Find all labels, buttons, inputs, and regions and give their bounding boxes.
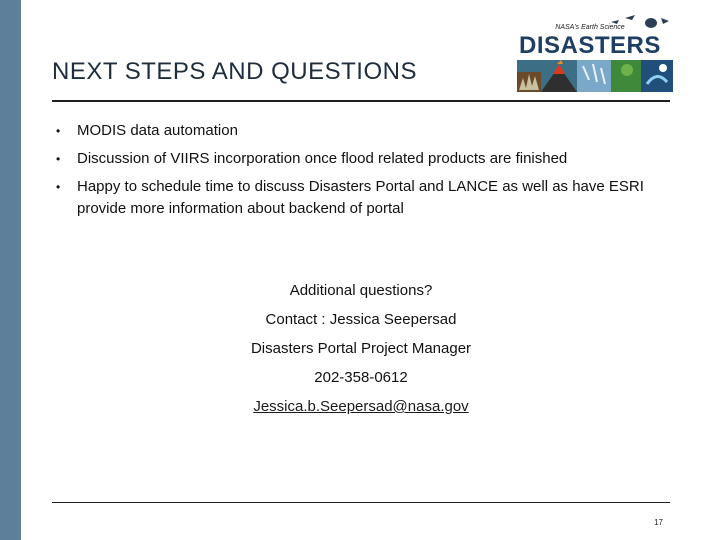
bullet-marker: • bbox=[56, 180, 61, 194]
bullet-item bbox=[52, 176, 672, 220]
bullet-item bbox=[52, 148, 672, 170]
bullet-text: Discussion of VIIRS incorporation once flood related products are finished bbox=[77, 150, 568, 167]
contact-email-link[interactable]: Jessica.b.Seepersad@nasa.gov bbox=[253, 398, 469, 415]
left-accent-bar bbox=[0, 0, 21, 540]
contact-phone: 202-358-0612 bbox=[314, 369, 408, 386]
additional-questions-text: Additional questions? bbox=[289, 282, 433, 299]
logo-tagline: NASA's Earth Science bbox=[555, 24, 625, 31]
bullet-item bbox=[52, 120, 672, 142]
logo-wordmark: DISASTERS bbox=[519, 32, 661, 59]
bullet-marker: • bbox=[56, 152, 61, 166]
bullet-list bbox=[52, 120, 672, 226]
contact-name: Contact : Jessica Seepersad bbox=[265, 311, 457, 328]
disaster-scene-icon bbox=[517, 60, 673, 92]
contact-role: Disasters Portal Project Manager bbox=[250, 340, 472, 357]
title-divider bbox=[52, 100, 670, 102]
page-number: 17 bbox=[654, 518, 663, 527]
disasters-logo bbox=[517, 12, 673, 92]
bullet-marker: • bbox=[56, 124, 61, 138]
logo-birds-icon bbox=[607, 12, 673, 34]
bullet-text: Happy to schedule time to discuss Disasters Portal and LANCE as well as have ESRI provide more information about backend of portal bbox=[77, 178, 644, 217]
contact-block bbox=[161, 278, 561, 423]
slide-title: NEXT STEPS AND QUESTIONS bbox=[52, 58, 417, 85]
bullet-text: MODIS data automation bbox=[77, 122, 238, 139]
footer-divider bbox=[52, 502, 670, 503]
